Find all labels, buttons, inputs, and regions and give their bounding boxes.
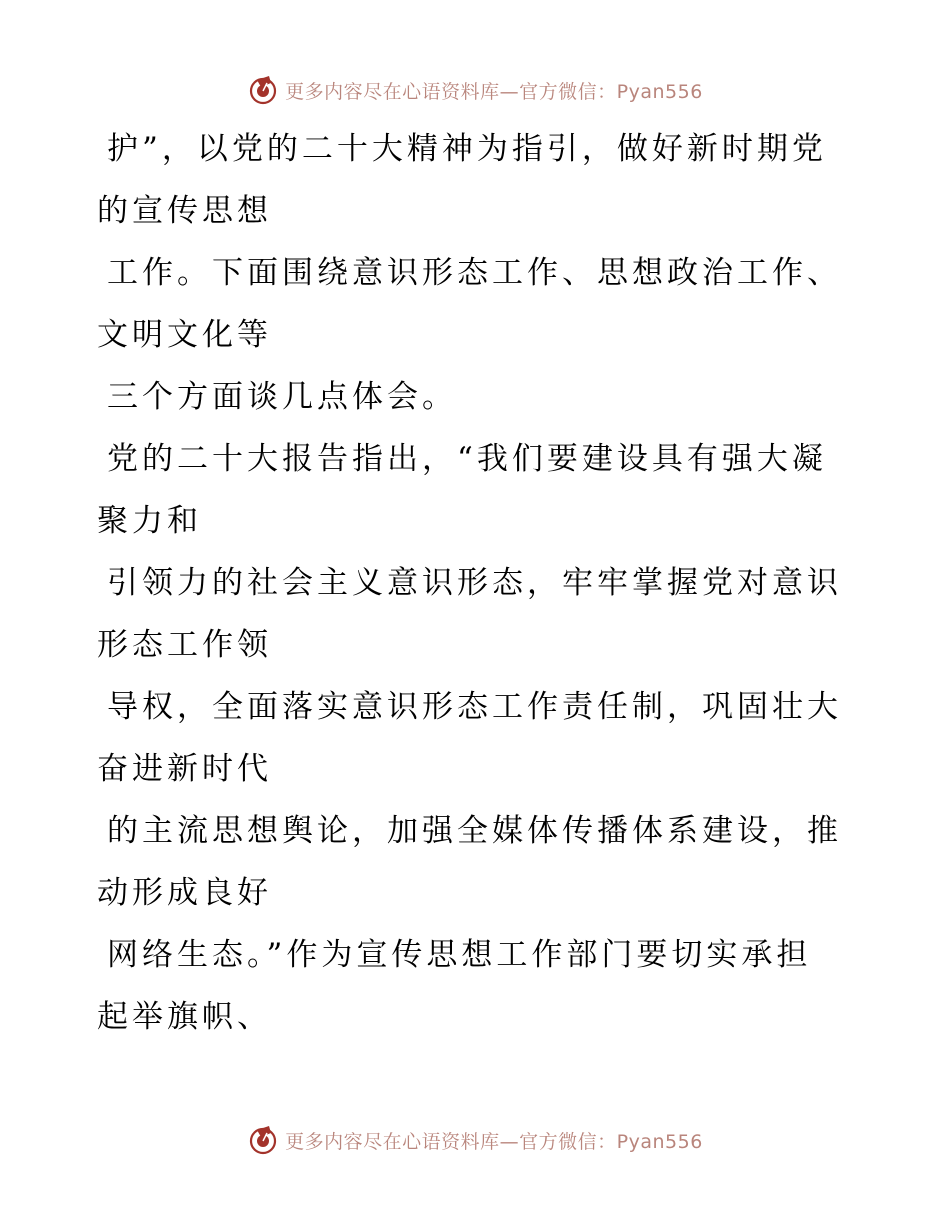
text-line: 的宣传思想 [97,193,272,229]
watermark-text: 更多内容尽在心语资料库—官方微信：Pyan556 [285,1130,703,1153]
text-line: 导权，全面落实意识形态工作责任制，巩固壮大 [107,689,842,725]
text-line: 工作。下面围绕意识形态工作、思想政治工作、 [107,255,842,291]
text-line: 党的二十大报告指出，“我们要建设具有强大凝 [107,441,827,477]
text-line: 文明文化等 [97,317,272,353]
text-line: 的主流思想舆论，加强全媒体传播体系建设，推 [107,813,842,849]
text-line: 三个方面谈几点体会。 [107,379,457,415]
text-line: 奋进新时代 [97,751,272,787]
document-body [97,118,842,1048]
text-line: 起举旗帜、 [97,999,272,1035]
text-line: 形态工作领 [97,627,272,663]
text-line: 网络生态。”作为宣传思想工作部门要切实承担 [107,937,812,973]
watermark-text: 更多内容尽在心语资料库—官方微信：Pyan556 [285,80,703,103]
text-line: 动形成良好 [97,875,272,911]
pen-nib-circle-icon [247,1124,279,1156]
footer-watermark [0,1120,950,1160]
text-line: 护”，以党的二十大精神为指引，做好新时期党 [107,131,827,167]
text-line: 引领力的社会主义意识形态，牢牢掌握党对意识 [107,565,842,601]
header-watermark [0,70,950,110]
pen-nib-circle-icon [247,74,279,106]
text-line: 聚力和 [97,503,202,539]
